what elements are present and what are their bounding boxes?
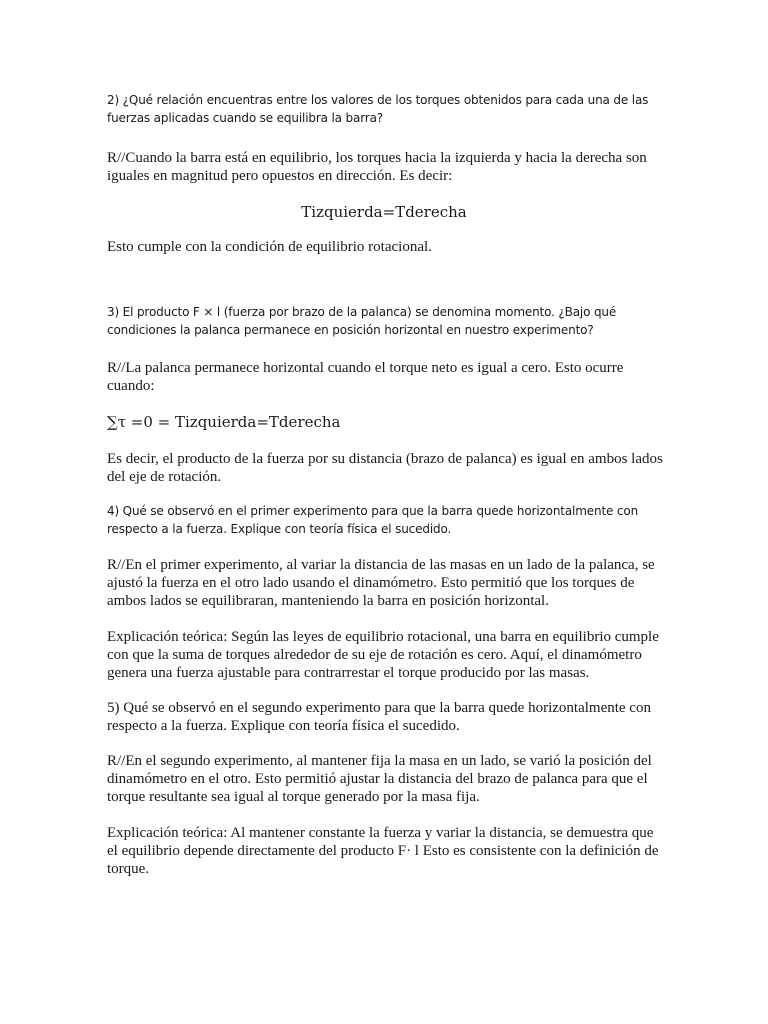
question-5: 5) Qué se observó en el segundo experimento para que la barra quede horizontalmente con respecto a la fuerza. Explique con teoría física el sucedido.: [107, 700, 651, 734]
answer-4: R//En el primer experimento, al variar la distancia de las masas en un lado de la palanca, se ajustó la fuerza en el otro lado usando el dinamómetro. Esto permitió que los torques de ambos lados se equilibraran, manteniendo la barra en posición horizontal.: [107, 557, 655, 609]
answer-3: R//La palanca permanece horizontal cuando el torque neto es igual a cero. Esto ocurre cuando:: [107, 360, 624, 394]
answer-2-conclusion: Esto cumple con la condición de equilibrio rotacional.: [107, 239, 432, 255]
question-4: 4) Qué se observó en el primer experimento para que la barra quede horizontalmente con respecto a la fuerza. Explique con teoría física el sucedido.: [107, 504, 639, 536]
answer-2: R//Cuando la barra está en equilibrio, los torques hacia la izquierda y hacia la derecha son iguales en magnitud pero opuestos en dirección. Es decir:: [107, 150, 647, 184]
question-3: 3) El producto F × l (fuerza por brazo de la palanca) se denomina momento. ¿Bajo qué condiciones la palanca permanece en posición horizontal en nuestro experimento?: [107, 305, 617, 337]
answer-5-theory: Explicación teórica: Al mantener constante la fuerza y variar la distancia, se demuestra que el equilibrio depende directamente del producto F· l Esto es consistente con la definición de torque.: [107, 825, 659, 877]
answer-4-theory: Explicación teórica: Según las leyes de equilibrio rotacional, una barra en equilibrio cumple con que la suma de torques alrededor de su eje de rotación es cero. Aquí, el dinamómetro genera una fuerza ajustable para contrarrestar el torque producido por las masas.: [107, 629, 659, 681]
equation-torque-balance: Tizquierda=Tderecha: [301, 203, 467, 221]
answer-5: R//En el segundo experimento, al mantener fija la masa en un lado, se varió la posición del dinamómetro en el otro. Esto permitió ajustar la distancia del brazo de palanca para que el torque resultante sea igual al torque generado por la masa fija.: [107, 753, 652, 805]
question-2: 2) ¿Qué relación encuentras entre los valores de los torques obtenidos para cada una de las fuerzas aplicadas cuando se equilibra la barra?: [107, 93, 649, 125]
answer-3-conclusion: Es decir, el producto de la fuerza por su distancia (brazo de palanca) es igual en ambos lados del eje de rotación.: [107, 451, 663, 485]
equation-net-torque: ∑τ =0 = Tizquierda=Tderecha: [107, 413, 341, 431]
